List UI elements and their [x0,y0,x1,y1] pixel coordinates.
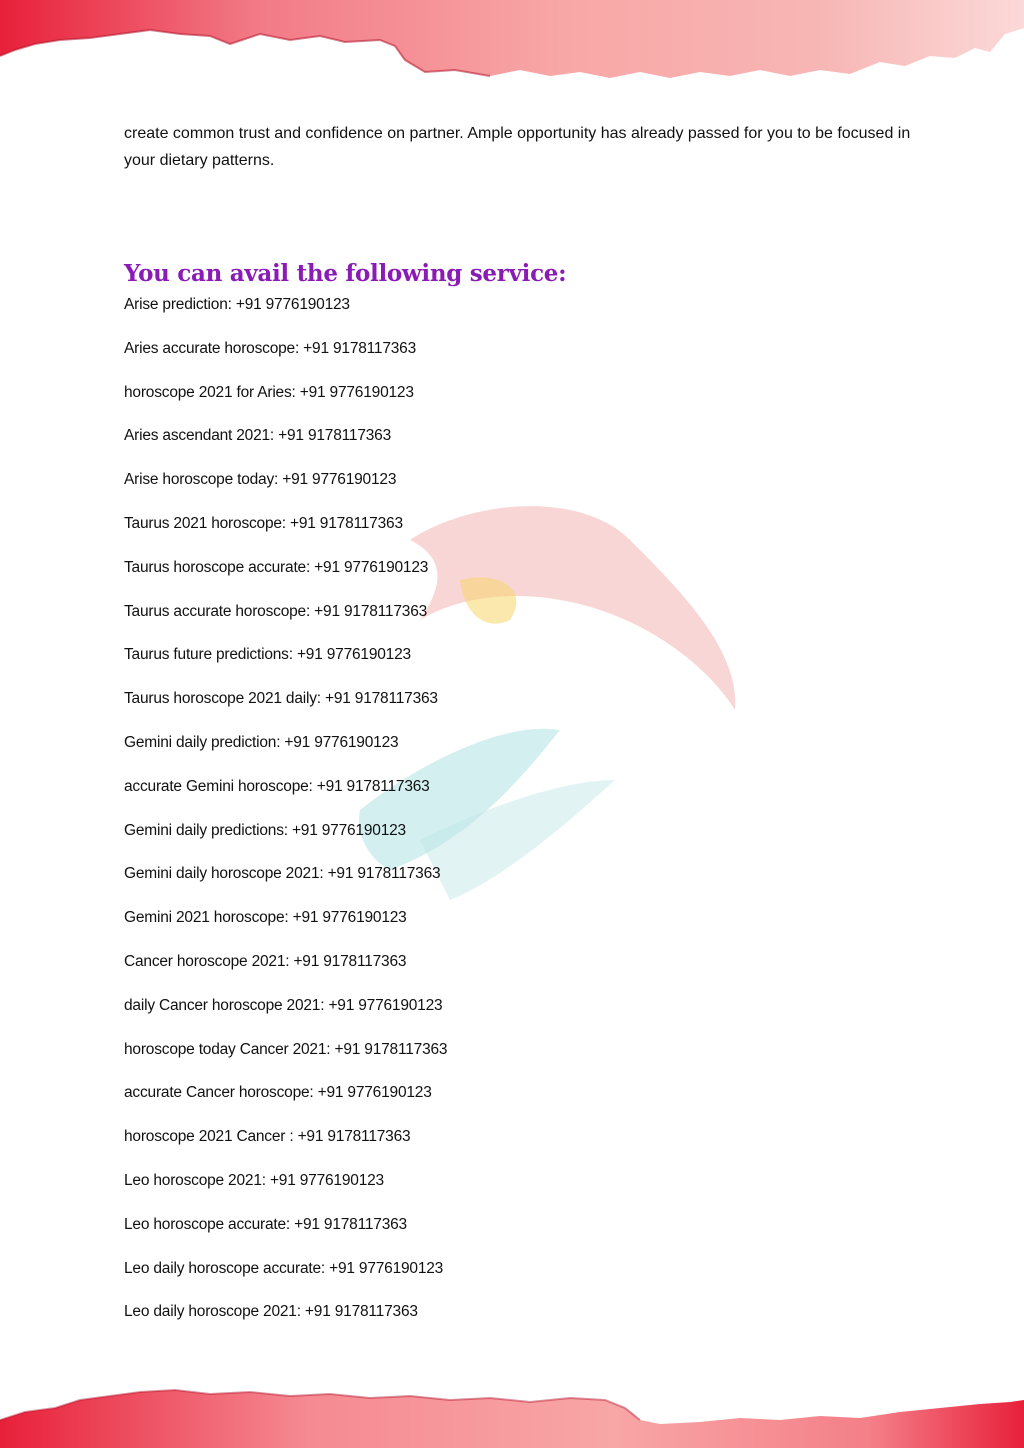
service-item: Gemini daily predictions: +91 9776190123 [124,821,406,839]
service-item: Taurus horoscope 2021 daily: +91 9178117363 [124,690,438,708]
service-item: Gemini 2021 horoscope: +91 9776190123 [124,909,407,927]
service-item: Leo horoscope 2021: +91 9776190123 [124,1171,384,1189]
services-list [124,293,447,1344]
service-item: daily Cancer horoscope 2021: +91 9776190123 [124,996,443,1014]
service-item: Taurus accurate horoscope: +91 9178117363 [124,602,428,620]
service-item: Aries accurate horoscope: +91 9178117363 [124,339,417,357]
service-item: Taurus horoscope accurate: +91 9776190123 [124,558,429,576]
bottom-torn-band [0,1378,1024,1448]
service-item: Taurus 2021 horoscope: +91 9178117363 [124,514,403,532]
service-item: horoscope 2021 Cancer : +91 9178117363 [124,1128,411,1146]
service-item: Leo daily horoscope 2021: +91 9178117363 [124,1303,418,1321]
service-item: Leo daily horoscope accurate: +91 9776190123 [124,1259,444,1277]
service-item: accurate Cancer horoscope: +91 9776190123 [124,1084,432,1102]
services-heading: You can avail the following service: [124,260,567,287]
service-item: Leo horoscope accurate: +91 9178117363 [124,1215,407,1233]
service-item: Arise horoscope today: +91 9776190123 [124,471,397,489]
service-item: horoscope today Cancer 2021: +91 9178117363 [124,1040,448,1058]
intro-paragraph: create common trust and confidence on partner. Ample opportunity has already passed for you to be focused in your dietary patterns. [124,125,911,169]
service-item: Cancer horoscope 2021: +91 9178117363 [124,952,407,970]
service-item: Gemini daily horoscope 2021: +91 9178117363 [124,865,441,883]
service-item: Taurus future predictions: +91 9776190123 [124,646,411,664]
service-item: accurate Gemini horoscope: +91 9178117363 [124,777,430,795]
service-item: Gemini daily prediction: +91 9776190123 [124,733,399,751]
service-item: Aries ascendant 2021: +91 9178117363 [124,427,392,445]
top-torn-band [0,0,1024,90]
service-item: horoscope 2021 for Aries: +91 9776190123 [124,383,414,401]
service-item: Arise prediction: +91 9776190123 [124,296,350,313]
